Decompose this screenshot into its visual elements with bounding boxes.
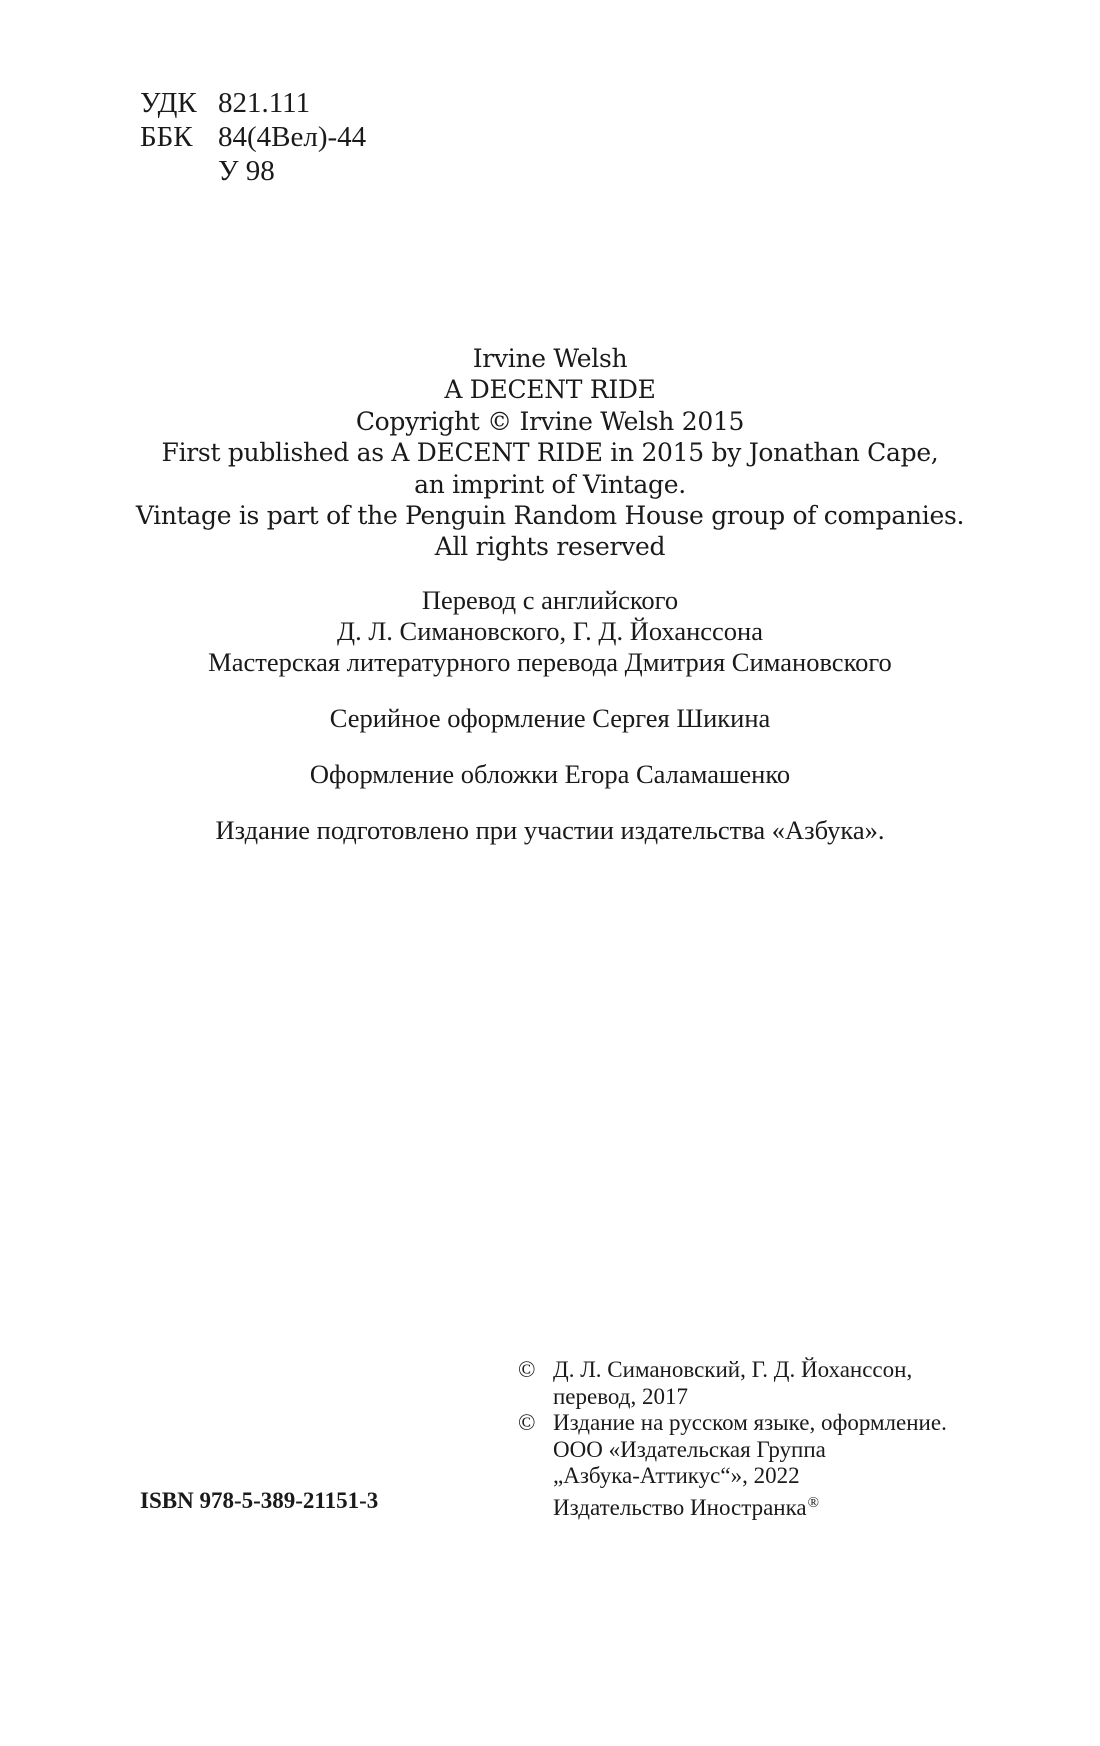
translation-heading: Перевод с английского <box>421 585 679 615</box>
first-published-line: First published as A DECENT RIDE in 2015 by Jonathan Cape, <box>161 438 939 468</box>
copyright-symbol: © <box>518 1357 536 1382</box>
copyright-entry-line: „Азбука-Аттикус“», 2022 <box>553 1463 800 1488</box>
spacer <box>0 678 1100 703</box>
copyright-symbol: © <box>518 1410 536 1435</box>
translation-workshop-line: Мастерская литературного перевода Дмитрия Симановского <box>208 647 892 677</box>
classification-code: ББК <box>140 121 193 153</box>
classification-code: УДК <box>140 87 197 119</box>
bbk-row <box>140 120 366 154</box>
classification-value: 821.111 <box>218 87 311 119</box>
udk-row <box>140 86 366 120</box>
isbn: ISBN 978-5-389-21151-3 <box>140 1488 379 1513</box>
classification-value: 84(4Вел)-44 <box>218 121 367 153</box>
russian-credits-block <box>0 585 1100 846</box>
copyright-entry-line: ООО «Издательская Группа <box>553 1436 826 1462</box>
classification-codes <box>140 86 366 188</box>
copyright-entry-line: перевод, 2017 <box>553 1383 688 1409</box>
author-mark-row <box>140 154 366 188</box>
copyright-entry-line: Д. Л. Симановский, Г. Д. Йохансcон, <box>553 1357 913 1382</box>
prepared-with-line: Издание подготовлено при участии издательства «Азбука». <box>215 815 885 845</box>
author-mark: У 98 <box>218 155 275 187</box>
series-design-line: Серийное оформление Сергея Шикина <box>329 703 771 733</box>
copyright-entry-edition <box>518 1410 947 1521</box>
copyright-line: Copyright © Irvine Welsh 2015 <box>355 406 745 436</box>
rights-line: All rights reserved <box>434 532 666 562</box>
translators-line: Д. Л. Симановского, Г. Д. Йохансcона <box>337 616 763 646</box>
imprint-line: an imprint of Vintage. <box>414 469 686 499</box>
copyright-entry-translation <box>518 1357 947 1410</box>
publisher-name: Издательство Иностранка <box>553 1494 807 1520</box>
spacer <box>0 790 1100 815</box>
publisher-line <box>553 1490 947 1522</box>
group-line: Vintage is part of the Penguin Random House group of companies. <box>135 501 965 531</box>
copyright-entry-line: Издание на русском языке, оформление. <box>553 1410 947 1435</box>
registered-trademark-icon: ® <box>807 1494 820 1511</box>
original-title: A DECENT RIDE <box>444 375 656 405</box>
russian-copyright-block <box>518 1357 947 1521</box>
spacer <box>0 734 1100 759</box>
original-copyright-block <box>0 343 1100 563</box>
author-name: Irvine Welsh <box>472 344 628 373</box>
cover-design-line: Оформление обложки Егора Саламашенко <box>309 759 791 789</box>
